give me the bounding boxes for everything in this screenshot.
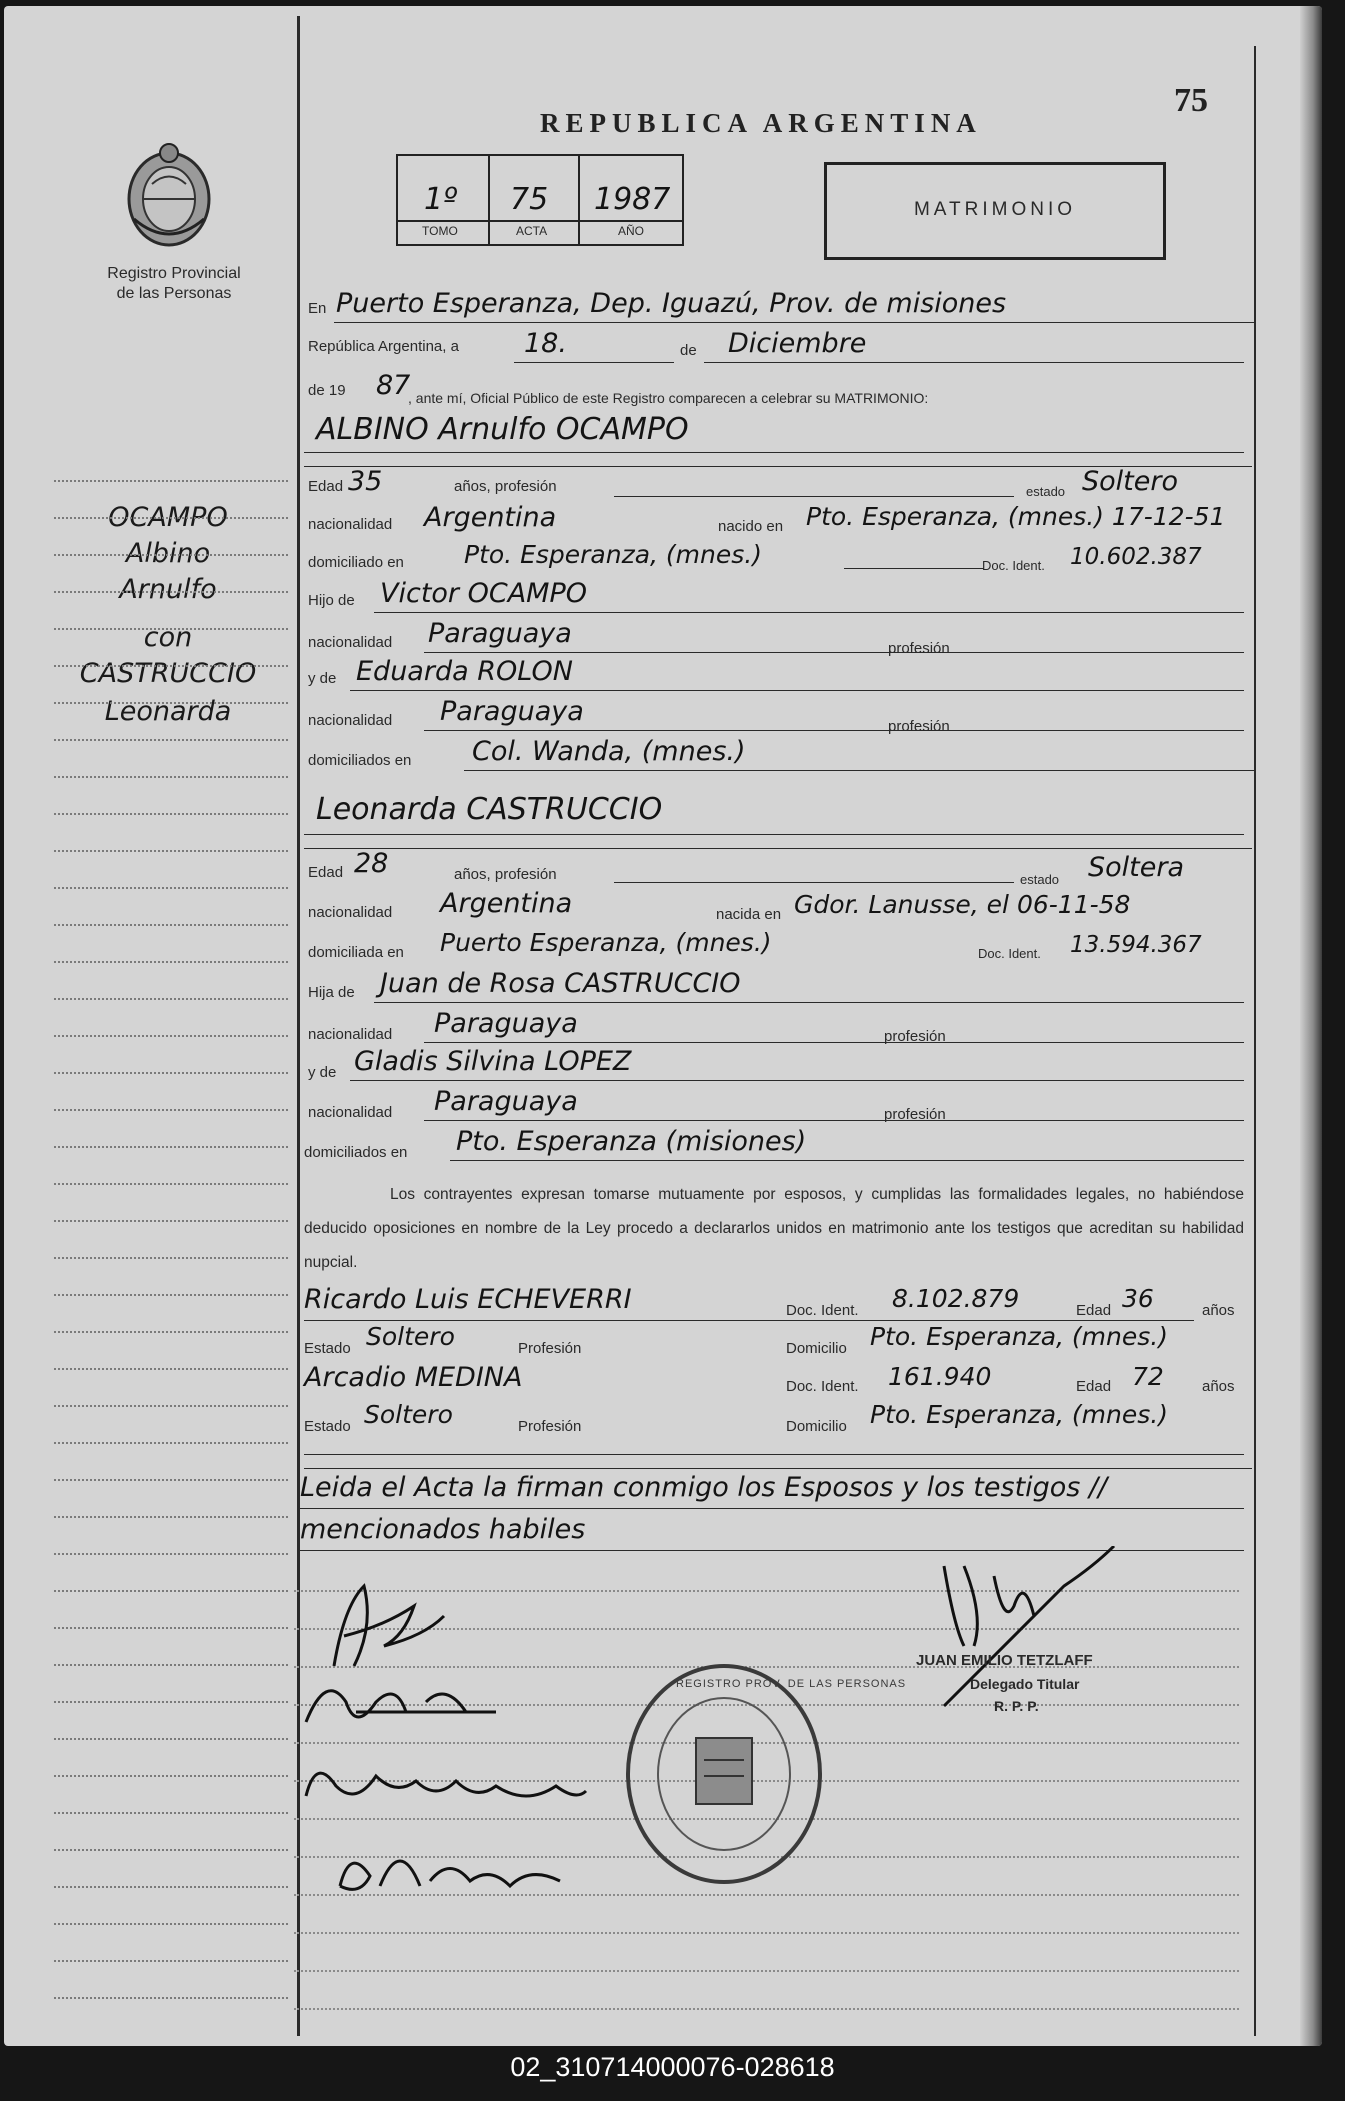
margin-note-2: Albino — [125, 538, 211, 569]
closing-line-1: Leida el Acta la firman conmigo los Esposos y los testigos // — [300, 1472, 1108, 1503]
groom-domicile: Pto. Esperanza, (mnes.) — [464, 540, 762, 569]
witness1-doc-label: Doc. Ident. — [786, 1302, 859, 1319]
seal-text: REGISTRO PROV. DE LAS PERSONAS — [676, 1678, 907, 1690]
groom-father-nat: Paraguaya — [428, 618, 572, 649]
groom-age: 35 — [348, 466, 383, 497]
margin-ruled-line — [54, 1664, 288, 1666]
witness1-estado-label: Estado — [304, 1340, 351, 1357]
acta-value: 75 — [510, 182, 549, 217]
marriage-place: Puerto Esperanza, Dep. Iguazú, Prov. de misiones — [336, 288, 1007, 319]
groom-mother-prof-label: profesión — [888, 718, 950, 735]
margin-ruled-line — [54, 887, 288, 889]
margin-ruled-line — [54, 850, 288, 852]
document-type: MATRIMONIO — [913, 199, 1077, 220]
groom-father-nat-line — [424, 652, 1244, 653]
bride-birth: Gdor. Lanusse, el 06-11-58 — [794, 890, 1131, 919]
margin-ruled-line — [54, 739, 288, 741]
margin-ruled-line — [54, 1812, 288, 1814]
witness2-domicile: Pto. Esperanza, (mnes.) — [870, 1400, 1168, 1429]
tomo-label: TOMO — [422, 224, 458, 238]
bride-father-line — [374, 1002, 1244, 1003]
witness2-name: Arcadio MEDINA — [304, 1362, 523, 1393]
witness1-domicile: Pto. Esperanza, (mnes.) — [870, 1322, 1168, 1351]
bride-doc: 13.594.367 — [1070, 932, 1202, 958]
margin-ruled-line — [54, 628, 288, 630]
witness2-estado-label: Estado — [304, 1418, 351, 1435]
bride-name-line — [304, 834, 1244, 835]
margin-ruled-line — [54, 1997, 288, 1999]
bride-father-prof-label: profesión — [884, 1028, 946, 1045]
ano-label: AÑO — [618, 224, 645, 238]
bride-parents-domicile: Pto. Esperanza (misiones) — [456, 1126, 807, 1157]
official-seal-icon — [622, 1660, 826, 1888]
official-signature — [924, 1546, 1124, 1746]
bride-mother-nat-label: nacionalidad — [308, 1104, 393, 1121]
margin-ruled-line — [54, 1368, 288, 1370]
body-ruled-line — [294, 1970, 1239, 1972]
witness-end-line-2 — [304, 1468, 1252, 1469]
margin-note-3: Arnulfo — [119, 574, 217, 605]
page-number: 75 — [1174, 82, 1208, 119]
margin-ruled-line — [54, 1405, 288, 1407]
witness1-doc: 8.102.879 — [892, 1284, 1020, 1313]
tomo-value: 1º — [424, 182, 458, 217]
bride-father-nat: Paraguaya — [434, 1008, 578, 1039]
bride-age: 28 — [354, 848, 389, 879]
bride-anos-profesion: años, profesión — [454, 866, 557, 883]
bride-hija-label: Hija de — [308, 984, 355, 1001]
margin-ruled-line — [54, 1146, 288, 1148]
margin-ruled-line — [54, 961, 288, 963]
bride-mother-nat: Paraguaya — [434, 1086, 578, 1117]
groom-doc: 10.602.387 — [1070, 544, 1202, 570]
groom-mother-nat-label: nacionalidad — [308, 712, 393, 729]
bride-mother-prof-label: profesión — [884, 1106, 946, 1123]
bride-father: Juan de Rosa CASTRUCCIO — [380, 968, 741, 999]
margin-ruled-line — [54, 1627, 288, 1629]
margin-ruled-line — [54, 924, 288, 926]
margin-ruled-line — [54, 1479, 288, 1481]
groom-yde-label: y de — [308, 670, 337, 687]
bride-mother-line — [350, 1080, 1244, 1081]
margin-ruled-line — [54, 1294, 288, 1296]
en-label: En — [308, 300, 327, 317]
witness2-doc-label: Doc. Ident. — [786, 1378, 859, 1395]
margin-ruled-line — [54, 554, 288, 556]
witness1-edad-label: Edad — [1076, 1302, 1112, 1319]
margin-ruled-line — [54, 1257, 288, 1259]
margin-ruled-line — [54, 702, 288, 704]
witness2-estado: Soltero — [364, 1400, 453, 1429]
margin-ruled-line — [54, 1220, 288, 1222]
republica-label: República Argentina, a — [308, 338, 459, 355]
groom-dom-label: domiciliado en — [308, 554, 404, 571]
year-prefix: de 19 — [308, 382, 346, 399]
margin-ruled-line — [54, 1775, 288, 1777]
witness1-signature — [296, 1746, 596, 1826]
margin-note-5: CASTRUCCIO — [79, 658, 257, 689]
groom-mother-nat-line — [424, 730, 1244, 731]
bride-nationality: Argentina — [440, 888, 573, 919]
bride-parents-dom-line — [450, 1160, 1244, 1161]
groom-mother-line — [350, 690, 1244, 691]
bride-name: Leonarda CASTRUCCIO — [316, 792, 663, 827]
witness2-prof-label: Profesión — [518, 1418, 582, 1435]
groom-estado: Soltero — [1082, 466, 1178, 497]
official-title: Delegado Titular — [970, 1676, 1080, 1692]
margin-ruled-line — [54, 1886, 288, 1888]
bride-parents-dom-label: domiciliados en — [304, 1144, 408, 1161]
bride-prof-line — [614, 882, 1014, 883]
official-name: JUAN EMILIO TETZLAFF — [916, 1652, 1093, 1669]
margin-ruled-line — [54, 1960, 288, 1962]
witness1-dom-label: Domicilio — [786, 1340, 847, 1357]
witness2-dom-label: Domicilio — [786, 1418, 847, 1435]
margin-ruled-line — [54, 1590, 288, 1592]
witness1-age: 36 — [1122, 1284, 1154, 1313]
ano-value: 1987 — [594, 182, 671, 217]
witness1-name: Ricardo Luis ECHEVERRI — [304, 1284, 632, 1315]
groom-hijo-label: Hijo de — [308, 592, 355, 609]
body-ruled-line — [294, 2008, 1239, 2010]
margin-ruled-line — [54, 1849, 288, 1851]
closing-line-2: mencionados habiles — [300, 1514, 586, 1545]
witness2-edad-label: Edad — [1076, 1378, 1112, 1395]
groom-parents-dom-line — [464, 770, 1254, 771]
book-edge — [1300, 6, 1322, 2046]
country-title: REPUBLICA ARGENTINA — [540, 108, 982, 138]
groom-dom-line — [844, 568, 984, 569]
margin-ruled-line — [54, 1516, 288, 1518]
margin-ruled-line — [54, 1923, 288, 1925]
registry-line1: Registro Provincial — [107, 265, 241, 282]
registry-line2: de las Personas — [116, 285, 232, 302]
groom-prof-line — [614, 496, 1014, 497]
document-type-box — [824, 162, 1166, 260]
groom-father-nat-label: nacionalidad — [308, 634, 393, 651]
groom-mother: Eduarda ROLON — [356, 656, 573, 687]
groom-parents-domicile: Col. Wanda, (mnes.) — [472, 736, 746, 767]
groom-estado-label: estado — [1026, 484, 1066, 499]
bride-father-nat-line — [424, 1042, 1244, 1043]
record-number-box — [396, 154, 684, 246]
witness1-anos-label: años — [1202, 1302, 1235, 1319]
groom-nacido-label: nacido en — [718, 518, 784, 535]
witness1-estado: Soltero — [366, 1322, 455, 1351]
margin-ruled-line — [54, 998, 288, 1000]
margin-ruled-line — [54, 776, 288, 778]
witness2-signature — [320, 1826, 600, 1906]
groom-edad-label: Edad — [308, 478, 344, 495]
body-ruled-line — [294, 1932, 1239, 1934]
registry-name — [74, 264, 274, 304]
groom-birth: Pto. Esperanza, (mnes.) 17-12-51 — [806, 502, 1226, 531]
bride-signature — [296, 1662, 536, 1752]
margin-ruled-line — [54, 1183, 288, 1185]
margin-ruled-line — [54, 1553, 288, 1555]
margin-ruled-line — [54, 591, 288, 593]
marriage-year: 87 — [376, 370, 411, 401]
margin-note-6: Leonarda — [104, 696, 232, 727]
bride-mother: Gladis Silvina LOPEZ — [354, 1046, 632, 1077]
bride-name-line-2 — [304, 848, 1252, 849]
groom-father-prof-label: profesión — [888, 640, 950, 657]
acta-label: ACTA — [516, 224, 548, 238]
bride-estado-label: estado — [1020, 872, 1060, 887]
bride-edad-label: Edad — [308, 864, 344, 881]
margin-ruled-line — [54, 1072, 288, 1074]
bride-domicile: Puerto Esperanza, (mnes.) — [440, 928, 772, 957]
declaration-text: Los contrayentes expresan tomarse mutuamente por esposos, y cumplidas las formalidades legales, no habiéndose deducido oposiciones en nombre de la Ley procedo a declararlos unidos en matrimonio ante los testigos que acreditan su habilidad nupcial. — [304, 1186, 1244, 1271]
de-label: de — [680, 342, 697, 359]
groom-nac-label: nacionalidad — [308, 516, 393, 533]
margin-ruled-line — [54, 665, 288, 667]
marriage-day: 18. — [524, 328, 567, 359]
margin-note-4: con — [143, 622, 193, 653]
groom-nationality: Argentina — [424, 502, 557, 533]
month-line — [704, 362, 1244, 363]
groom-father-line — [374, 612, 1244, 613]
bride-yde-label: y de — [308, 1064, 337, 1081]
bride-dom-label: domiciliada en — [308, 944, 404, 961]
groom-father: Victor OCAMPO — [380, 578, 588, 609]
margin-ruled-line — [54, 1035, 288, 1037]
marriage-month: Diciembre — [728, 328, 867, 359]
bride-father-nat-label: nacionalidad — [308, 1026, 393, 1043]
bride-doc-label: Doc. Ident. — [978, 946, 1041, 961]
official-org: R. P. P. — [994, 1698, 1039, 1714]
groom-anos-profesion: años, profesión — [454, 478, 557, 495]
groom-mother-nat: Paraguaya — [440, 696, 584, 727]
witness-end-line — [304, 1454, 1244, 1455]
footer-id: 02_310714000076-028618 — [510, 2052, 835, 2082]
groom-doc-label: Doc. Ident. — [982, 558, 1045, 573]
margin-ruled-line — [54, 1701, 288, 1703]
coat-of-arms-icon — [122, 139, 216, 251]
witness2-age: 72 — [1132, 1362, 1164, 1391]
margin-note-1: OCAMPO — [108, 502, 228, 533]
bride-estado: Soltera — [1088, 852, 1185, 883]
groom-name: ALBINO Arnulfo OCAMPO — [316, 412, 689, 447]
margin-ruled-line — [54, 480, 288, 482]
margin-ruled-line — [54, 1331, 288, 1333]
margin-ruled-line — [54, 517, 288, 519]
register-page — [4, 6, 1322, 2046]
witness2-doc: 161.940 — [888, 1362, 992, 1391]
witness1-prof-label: Profesión — [518, 1340, 582, 1357]
right-rule — [1254, 46, 1256, 2036]
margin-ruled-line — [54, 1442, 288, 1444]
witness2-anos-label: años — [1202, 1378, 1235, 1395]
closing-line-1-rule — [300, 1508, 1244, 1509]
margin-ruled-line — [54, 813, 288, 815]
bride-nac-label: nacionalidad — [308, 904, 393, 921]
place-line — [334, 322, 1254, 323]
bride-nacida-label: nacida en — [716, 906, 782, 923]
day-line — [514, 362, 674, 363]
bride-mother-nat-line — [424, 1120, 1244, 1121]
margin-ruled-line — [54, 1738, 288, 1740]
margin-ruled-line — [54, 1109, 288, 1111]
ante-text: , ante mí, Oficial Público de este Registro comparecen a celebrar su MATRIMONIO: — [408, 390, 929, 406]
groom-parents-dom-label: domiciliados en — [308, 752, 412, 769]
witness1-line — [304, 1320, 1194, 1321]
groom-name-line — [304, 452, 1244, 453]
